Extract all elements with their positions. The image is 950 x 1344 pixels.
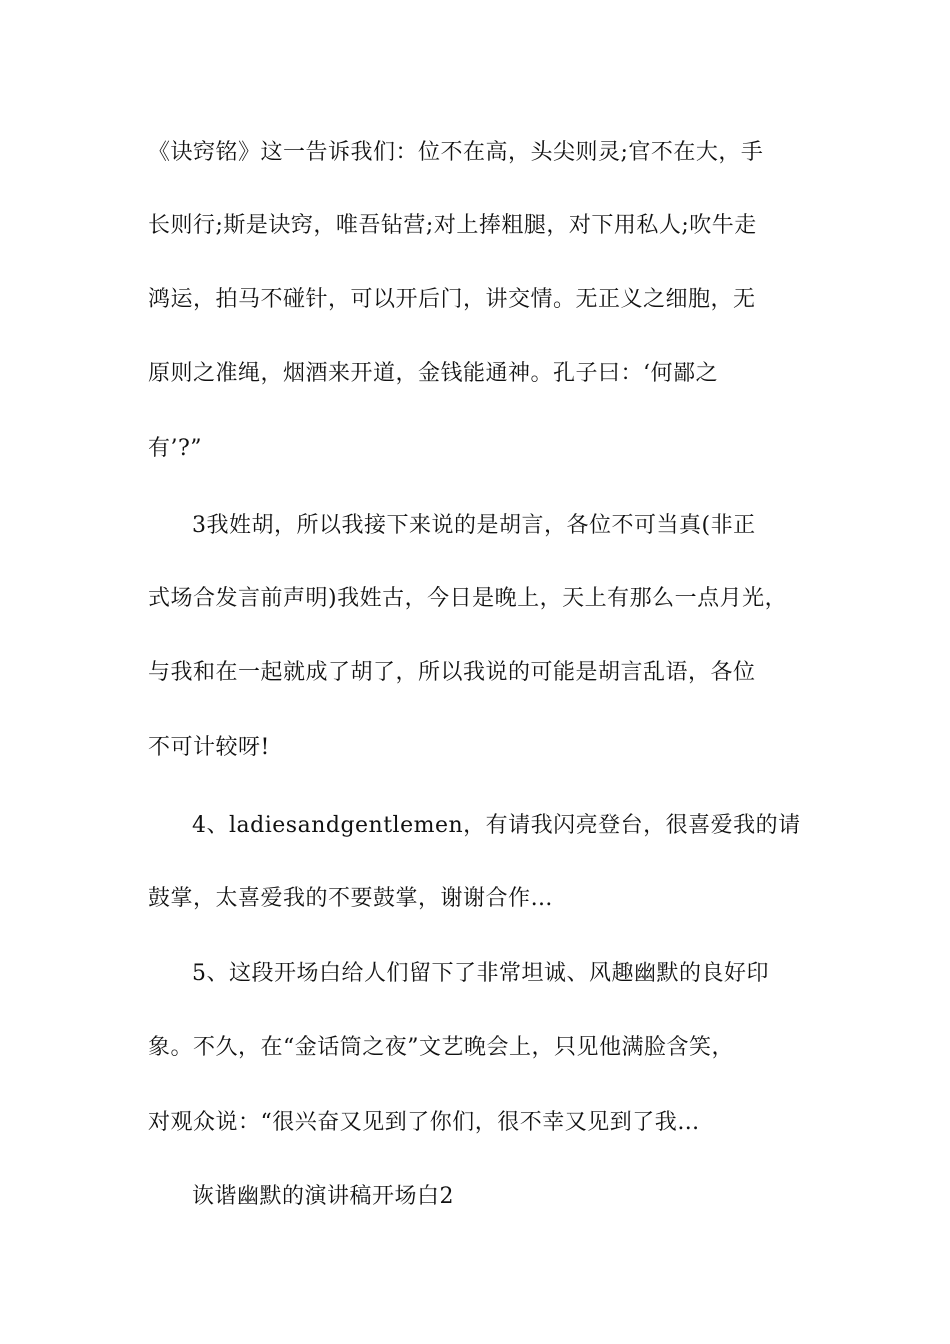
text-line: 《诀窍铭》这一告诉我们：位不在高，头尖则灵;官不在大，手 xyxy=(148,140,764,165)
text-line: 对观众说：“很兴奋又见到了你们，很不幸又见到了我… xyxy=(148,1110,700,1135)
text-line: 鼓掌，太喜爱我的不要鼓掌，谢谢合作… xyxy=(148,886,554,911)
text-line: 4、ladiesandgentlemen，有请我闪亮登台，很喜爱我的请 xyxy=(192,813,801,838)
text-line: 原则之准绳，烟酒来开道，金钱能通神。孔子曰：‘何鄙之 xyxy=(148,361,718,386)
text-line: 式场合发言前声明)我姓古，今日是晚上，天上有那么一点月光， xyxy=(148,586,788,611)
text-line: 有’?” xyxy=(148,436,203,461)
text-line: 长则行;斯是诀窍，唯吾钻营;对上捧粗腿，对下用私人;吹牛走 xyxy=(148,213,757,238)
text-line: 5、这段开场白给人们留下了非常坦诚、风趣幽默的良好印 xyxy=(192,961,769,986)
text-line: 象。不久，在“金话筒之夜”文艺晚会上，只见他满脸含笑， xyxy=(148,1035,734,1060)
section-heading: 诙谐幽默的演讲稿开场白2 xyxy=(192,1184,454,1209)
text-line: 3我姓胡，所以我接下来说的是胡言，各位不可当真(非正 xyxy=(192,513,756,538)
text-line: 与我和在一起就成了胡了，所以我说的可能是胡言乱语，各位 xyxy=(148,660,756,685)
text-line: 鸿运，拍马不碰针，可以开后门，讲交情。无正义之细胞，无 xyxy=(148,287,756,312)
text-line: 不可计较呀! xyxy=(148,735,270,760)
